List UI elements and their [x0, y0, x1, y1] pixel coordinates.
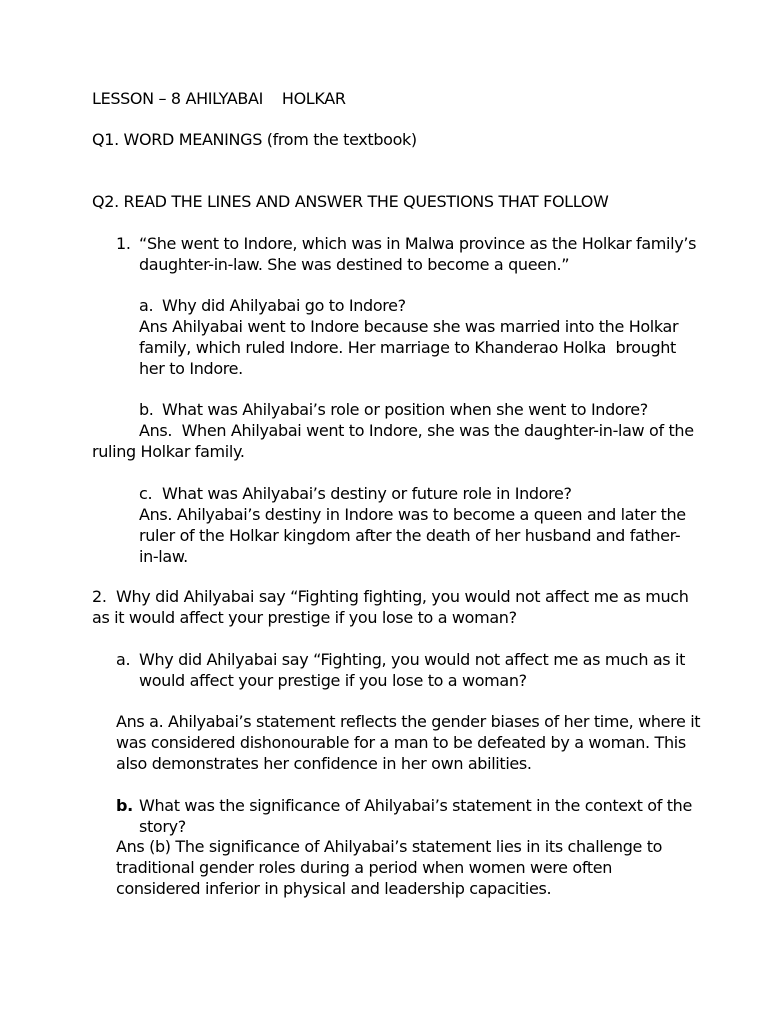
q2-heading: Q2. READ THE LINES AND ANSWER THE QUESTIONS THAT FOLLOW — [92, 192, 609, 211]
item1-qc-answer-line: ruler of the Holkar kingdom after the death of her husband and father- — [139, 526, 681, 545]
item1-qb-answer-line: Ans. When Ahilyabai went to Indore, she was the daughter-in-law of the — [139, 421, 694, 440]
item1-quote-line: “She went to Indore, which was in Malwa province as the Holkar family’s — [139, 234, 697, 253]
item2-qb-question-line: What was the significance of Ahilyabai’s statement in the context of the — [139, 796, 692, 815]
item2-qa-answer-line: also demonstrates her confidence in her own abilities. — [116, 754, 532, 773]
item2-qa-question-line: would affect your prestige if you lose to a woman? — [139, 671, 527, 690]
item1-qa-answer-line: family, which ruled Indore. Her marriage to Khanderao Holka brought — [139, 338, 676, 357]
item1-qc-question: What was Ahilyabai’s destiny or future role in Indore? — [162, 484, 572, 503]
item1-qa-marker: a. — [139, 296, 154, 315]
item2-heading-line: as it would affect your prestige if you lose to a woman? — [92, 608, 517, 627]
item1-qc-answer-line: Ans. Ahilyabai’s destiny in Indore was to become a queen and later the — [139, 505, 686, 524]
item1-qb-answer-line: ruling Holkar family. — [92, 442, 245, 461]
item2-qa-marker: a. — [116, 650, 131, 669]
item2-qb-answer-line: Ans (b) The significance of Ahilyabai’s statement lies in its challenge to — [116, 837, 663, 856]
item1-number: 1. — [116, 234, 131, 253]
q1-heading: Q1. WORD MEANINGS (from the textbook) — [92, 130, 417, 149]
item2-heading-line: 2. Why did Ahilyabai say “Fighting fighting, you would not affect me as much — [92, 587, 689, 606]
item1-quote-line: daughter-in-law. She was destined to become a queen.” — [139, 255, 570, 274]
item2-qa-answer-line: Ans a. Ahilyabai’s statement reflects the gender biases of her time, where it — [116, 712, 701, 731]
item2-qb-answer-line: traditional gender roles during a period when women were often — [116, 858, 613, 877]
item1-qa-question: Why did Ahilyabai go to Indore? — [162, 296, 406, 315]
item2-qb-question-line: story? — [139, 817, 186, 836]
lesson-title: LESSON – 8 AHILYABAI HOLKAR — [92, 89, 346, 108]
item1-qa-answer-line: Ans Ahilyabai went to Indore because she was married into the Holkar — [139, 317, 679, 336]
item2-qa-answer-line: was considered dishonourable for a man to be defeated by a woman. This — [116, 733, 686, 752]
item1-qc-answer-line: in-law. — [139, 547, 188, 566]
item1-qc-marker: c. — [139, 484, 153, 503]
item1-qb-marker: b. — [139, 400, 154, 419]
item2-qb-marker: b. — [116, 796, 133, 815]
item1-qa-answer-line: her to Indore. — [139, 359, 243, 378]
item1-qb-question: What was Ahilyabai’s role or position when she went to Indore? — [162, 400, 648, 419]
item2-qb-answer-line: considered inferior in physical and leadership capacities. — [116, 879, 552, 898]
item2-qa-question-line: Why did Ahilyabai say “Fighting, you would not affect me as much as it — [139, 650, 686, 669]
